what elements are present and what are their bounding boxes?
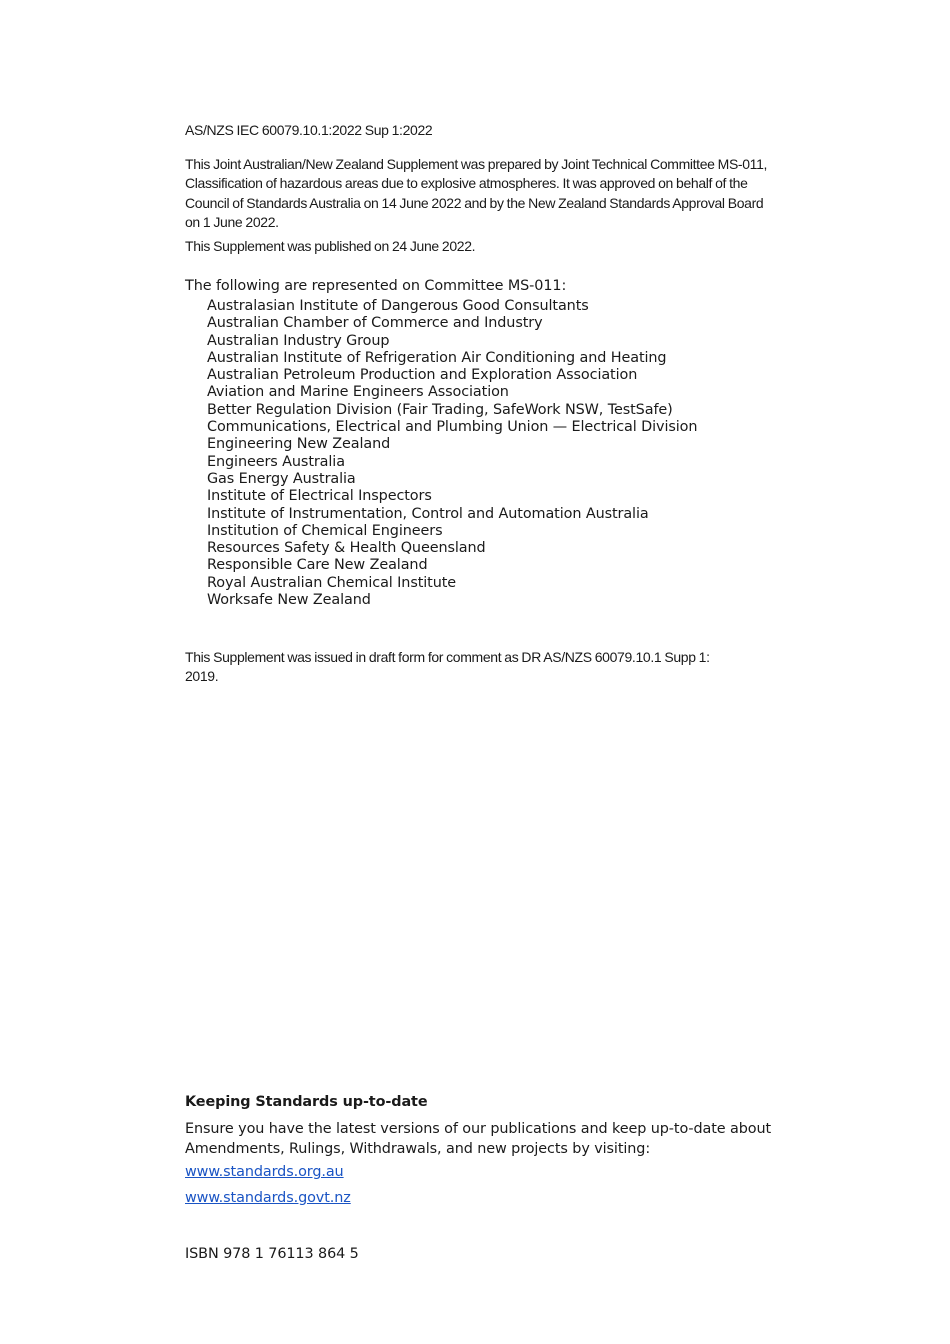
committee-member: Resources Safety & Health Queensland bbox=[207, 540, 486, 557]
committee-member: Australasian Institute of Dangerous Good Consultants bbox=[207, 298, 589, 314]
committee-member: Australian Institute of Refrigeration Air Conditioning and Heating bbox=[207, 349, 667, 366]
committee-member: Engineers Australia bbox=[207, 453, 345, 470]
committee-member: Aviation and Marine Engineers Association bbox=[207, 384, 509, 401]
committee-member: Better Regulation Division (Fair Trading, SafeWork NSW, TestSafe) bbox=[207, 401, 673, 418]
committee-member: Worksafe New Zealand bbox=[207, 592, 371, 609]
preparation-paragraph: This Joint Australian/New Zealand Supplement was prepared by Joint Technical Committee MS-011, Classification of hazardous areas due to explosive atmospheres. It was approved on behalf of the Council of Standards Australia on 14 June 2022 and by the New Zealand Standards Approval Board on 1 June 2022. bbox=[185, 156, 768, 231]
committee-member: Institute of Electrical Inspectors bbox=[207, 488, 432, 505]
keeping-up-to-date-text: Ensure you have the latest versions of our publications and keep up-to-date about Amendments, Rulings, Withdrawals, and new projects by visiting: bbox=[185, 1121, 772, 1157]
published-statement: This Supplement was published on 24 June 2022. bbox=[185, 238, 476, 254]
keeping-up-to-date-heading: Keeping Standards up-to-date bbox=[185, 1094, 428, 1110]
isbn: ISBN 978 1 76113 864 5 bbox=[185, 1246, 359, 1262]
committee-member: Royal Australian Chemical Institute bbox=[207, 574, 457, 591]
standards-new-zealand-link[interactable]: www.standards.govt.nz bbox=[185, 1190, 351, 1206]
committee-member: Institute of Instrumentation, Control and Automation Australia bbox=[207, 505, 649, 522]
committee-member: Australian Chamber of Commerce and Industry bbox=[207, 315, 543, 332]
committee-member: Australian Petroleum Production and Exploration Association bbox=[207, 367, 638, 384]
standards-australia-link[interactable]: www.standards.org.au bbox=[185, 1164, 344, 1180]
committee-member: Engineering New Zealand bbox=[207, 436, 391, 453]
draft-statement: This Supplement was issued in draft form for comment as DR AS/NZS 60079.10.1 Supp 1: 2019. bbox=[185, 649, 710, 684]
committee-member: Australian Industry Group bbox=[207, 332, 390, 349]
committee-member: Gas Energy Australia bbox=[207, 470, 356, 487]
committee-member: Communications, Electrical and Plumbing Union — Electrical Division bbox=[207, 419, 698, 436]
committee-member: Institution of Chemical Engineers bbox=[207, 522, 443, 539]
committee-member-list bbox=[207, 298, 697, 609]
committee-heading: The following are represented on Committee MS-011: bbox=[185, 278, 567, 294]
committee-member: Responsible Care New Zealand bbox=[207, 557, 428, 574]
standard-designation: AS/NZS IEC 60079.10.1:2022 Sup 1:2022 bbox=[185, 122, 433, 138]
